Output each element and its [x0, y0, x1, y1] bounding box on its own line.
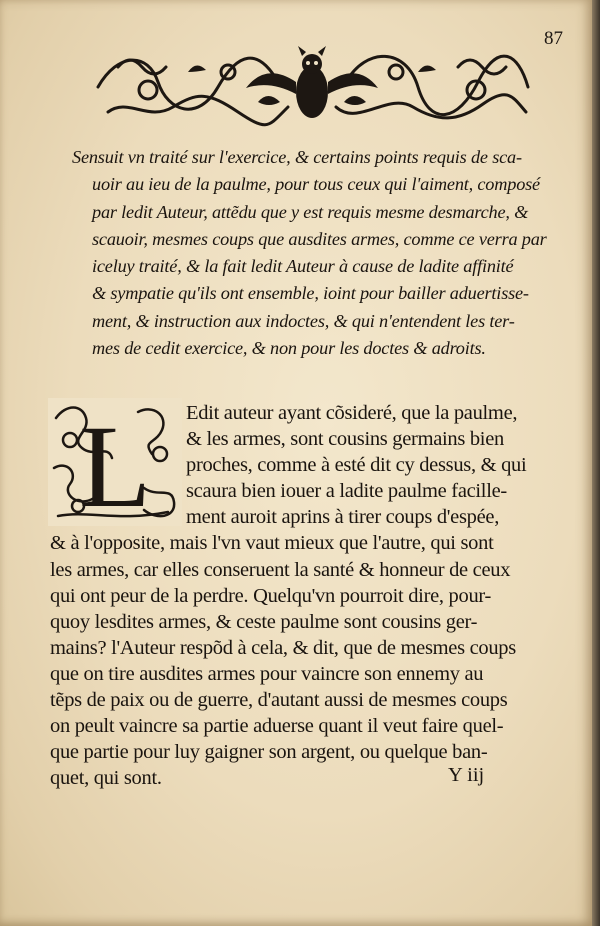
chapter-heading: [72, 144, 572, 362]
body-line: qui ont peur de la perdre. Quelqu'vn pourroit dire, pour-: [50, 585, 492, 607]
heading-line: Sensuit vn traité sur l'exercice, & certains points requis de sca-: [72, 147, 522, 167]
body-line: & à l'opposite, mais l'vn vaut mieux que l'autre, qui sont: [50, 532, 494, 554]
body-line: on peult vaincre sa partie aduerse quant il veut faire quel-: [50, 715, 504, 737]
body-line: quet, qui sont.: [50, 767, 162, 789]
body-line: & les armes, sont cousins germains bien: [186, 428, 504, 450]
body-line: que partie pour luy gaigner son argent, ou quelque ban-: [50, 741, 488, 763]
heading-line: & sympatie qu'ils ont ensemble, ioint pour bailler aduertisse-: [92, 283, 529, 304]
page-edge: [592, 0, 600, 926]
heading-line: ment, & instruction aux indoctes, & qui n'entendent les ter-: [92, 310, 515, 331]
signature-mark: Y iij: [448, 764, 485, 786]
heading-line: mes de cedit exercice, & non pour les doctes & adroits.: [92, 338, 486, 359]
initial-letter: L: [78, 401, 152, 526]
heading-line: uoir au ieu de la paulme, pour tous ceux qui l'aiment, composé: [92, 174, 540, 195]
decorated-initial: [48, 398, 182, 526]
body-line: ment auroit aprins à tirer coups d'espée,: [186, 506, 500, 528]
ornamental-headpiece: [88, 42, 536, 132]
heading-line: par ledit Auteur, attẽdu que y est requis mesme desmarche, &: [92, 201, 529, 222]
heading-line: scauoir, mesmes coups que ausdites armes, comme ce verra par: [92, 228, 547, 249]
body-line: Edit auteur ayant cõsideré, que la paulme,: [186, 402, 518, 424]
body-line: mains? l'Auteur respõd à cela, & dit, que de mesmes coups: [50, 637, 516, 659]
body-line: tẽps de paix ou de guerre, d'autant aussi de mesmes coups: [50, 689, 508, 711]
body-line: que on tire ausdites armes pour vaincre son ennemy au: [50, 663, 484, 685]
body-line: quoy lesdites armes, & ceste paulme sont cousins ger-: [50, 611, 478, 633]
page-number: 87: [544, 28, 563, 49]
body-line: les armes, car elles conseruent la santé & honneur de ceux: [50, 559, 511, 581]
body-line: scaura bien iouer a ladite paulme facille-: [186, 480, 507, 502]
body-line: proches, comme à esté dit cy dessus, & qui: [186, 454, 527, 476]
heading-line: iceluy traité, & la fait ledit Auteur à cause de ladite affinité: [92, 256, 514, 277]
